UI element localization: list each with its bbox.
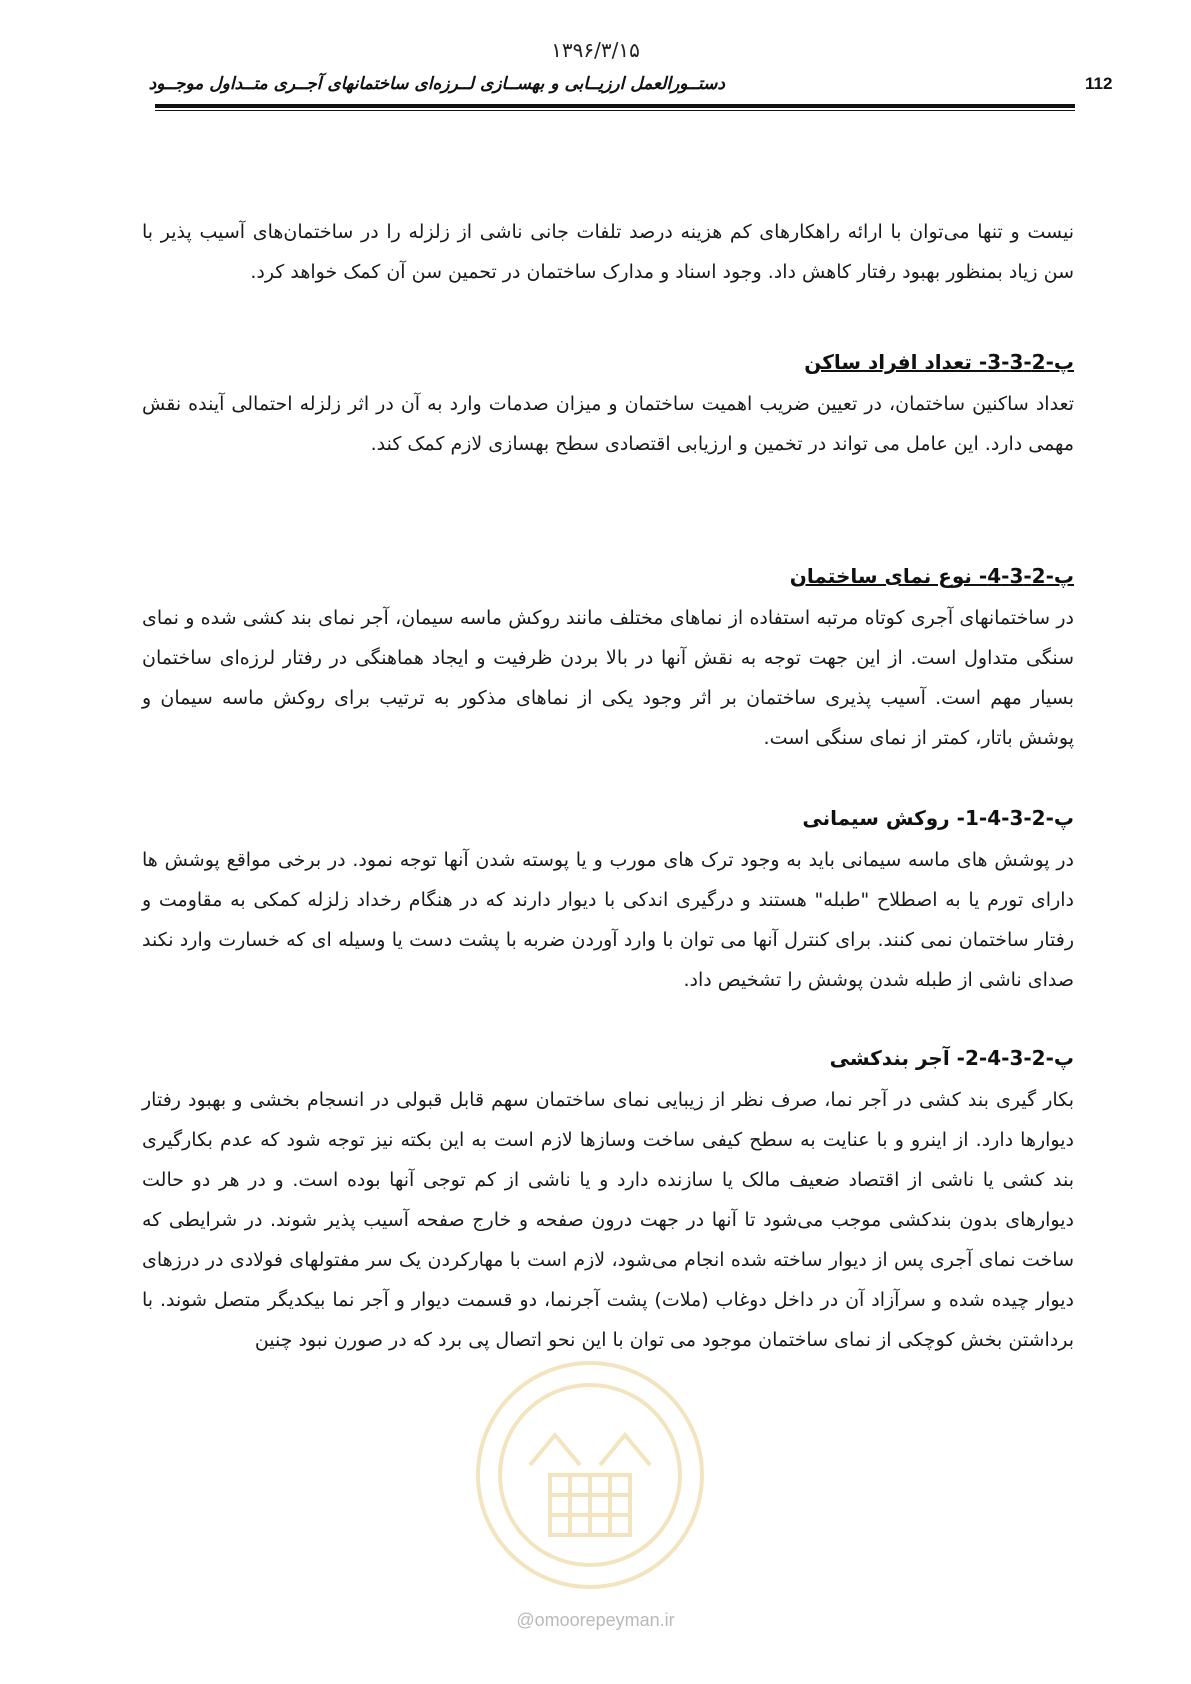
section-heading-brick-pointing: پ-2-3-4-2- آجر بندکشی: [829, 1046, 1074, 1070]
header-rule-thin: [155, 110, 1075, 111]
watermark-seal-icon: [470, 1355, 710, 1595]
page-body: [142, 212, 1074, 1360]
watermark-text: @omoorepeyman.ir: [516, 1610, 675, 1630]
section-paragraph-occupants: تعداد ساکنین ساختمان، در تعیین ضریب اهمیت ساختمان و میزان صدمات وارد به آن در اثر زلزله احتمالی آینده نقش مهمی دارد. این عامل می تواند در تخمین و ارزیابی اقتصادی سطح بهسازی لازم کمک کند.: [142, 393, 1074, 455]
document-date: ۱۳۹۶/۳/۱۵: [551, 38, 640, 62]
section-paragraph-cement-coating: در پوشش های ماسه سیمانی باید به وجود ترک های مورب و یا پوسته شدن آنها توجه نمود. در برخی مواقع پوشش ها دارای تورم یا به اصطلاح "طبله" هستند و درگیری اندکی با دیوار دارند که در هنگام رخداد زلزله کمکی به مقاومت و رفتار ساختمان نمی کنند. برای کنترل آنها می توان با وارد آوردن ضربه با پشت دست یا وسیله ای که خسارت وارد نکند صدای ناشی از طبله شدن پوشش را تشخیص داد.: [142, 849, 1074, 991]
running-title: دستــورالعمل ارزیــابی و بهســازی لــرزه‌ای ساختمانهای آجــری متــداول موجــود: [148, 74, 725, 94]
intro-paragraph: نیست و تنها می‌توان با ارائه راهکارهای کم هزینه درصد تلفات جانی ناشی از زلزله را در ساختمان‌های آسیب پذیر با سن زیاد بمنظور بهبود رفتار کاهش داد. وجود اسناد و مدارک ساختمان در تحمین سن آن کمک خواهد کرد.: [142, 221, 1074, 283]
section-heading-facade: پ-2-3-4- نوع نمای ساختمان: [789, 564, 1074, 588]
section-paragraph-brick-pointing: بکار گیری بند کشی در آجر نما، صرف نظر از زیبایی نمای ساختمان سهم قابل قبولی در انسجام بخشی و بهبود رفتار دیوارها دارد. از اینرو و با عنایت به سطح کیفی ساخت وسازها لازم است به این بکته نیز توجه شود که عدم بکارگیری بند کشی یا ناشی از اقتصاد ضعیف مالک یا سازنده دارد و یا ناشی از کم توجی آنها بوده است. و در هر دو حالت دیوارهای بدون بندکشی موجب می‌شود تا آنها در جهت درون صفحه و خارج صفحه آسیب پذیر شوند. در شرایطی که ساخت نمای آجری پس از دیوار ساخته شده انجام می‌شود، لازم است با مهارکردن یک سر مفتولهای فولادی در درزهای دیوار چیده شده و سرآزاد آن در داخل دوغاب (ملات) پشت آجرنما، دو قسمت دیوار و آجر نما بیکدیگر متصل شوند. با برداشتن بخش کوچکی از نمای ساختمان موجود می توان با این نحو اتصال پی برد که در صورن نبود چنین: [142, 1089, 1074, 1351]
header-rule-thick: [155, 104, 1075, 108]
section-paragraph-facade: در ساختمانهای آجری کوتاه مرتبه استفاده از نماهای مختلف مانند روکش ماسه سیمان، آجر نمای بند کشی شده و نمای سنگی متداول است. از این جهت توجه به نقش آنها در بالا بردن ظرفیت و ایجاد هماهنگی در رفتار لرزه‌ای ساختمان بسیار مهم است. آسیب پذیری ساختمان بر اثر وجود یکی از نماهای مذکور به ترتیب برای روکش ماسه سیمان و پوشش باتار، کمتر از نمای سنگی است.: [142, 607, 1074, 749]
section-heading-cement-coating: پ-2-3-4-1- روکش سیمانی: [802, 806, 1074, 830]
page-number: 112: [1085, 74, 1113, 93]
section-heading-occupants: پ-2-3-3- تعداد افراد ساکن: [804, 350, 1074, 374]
page-header: [148, 70, 1113, 106]
